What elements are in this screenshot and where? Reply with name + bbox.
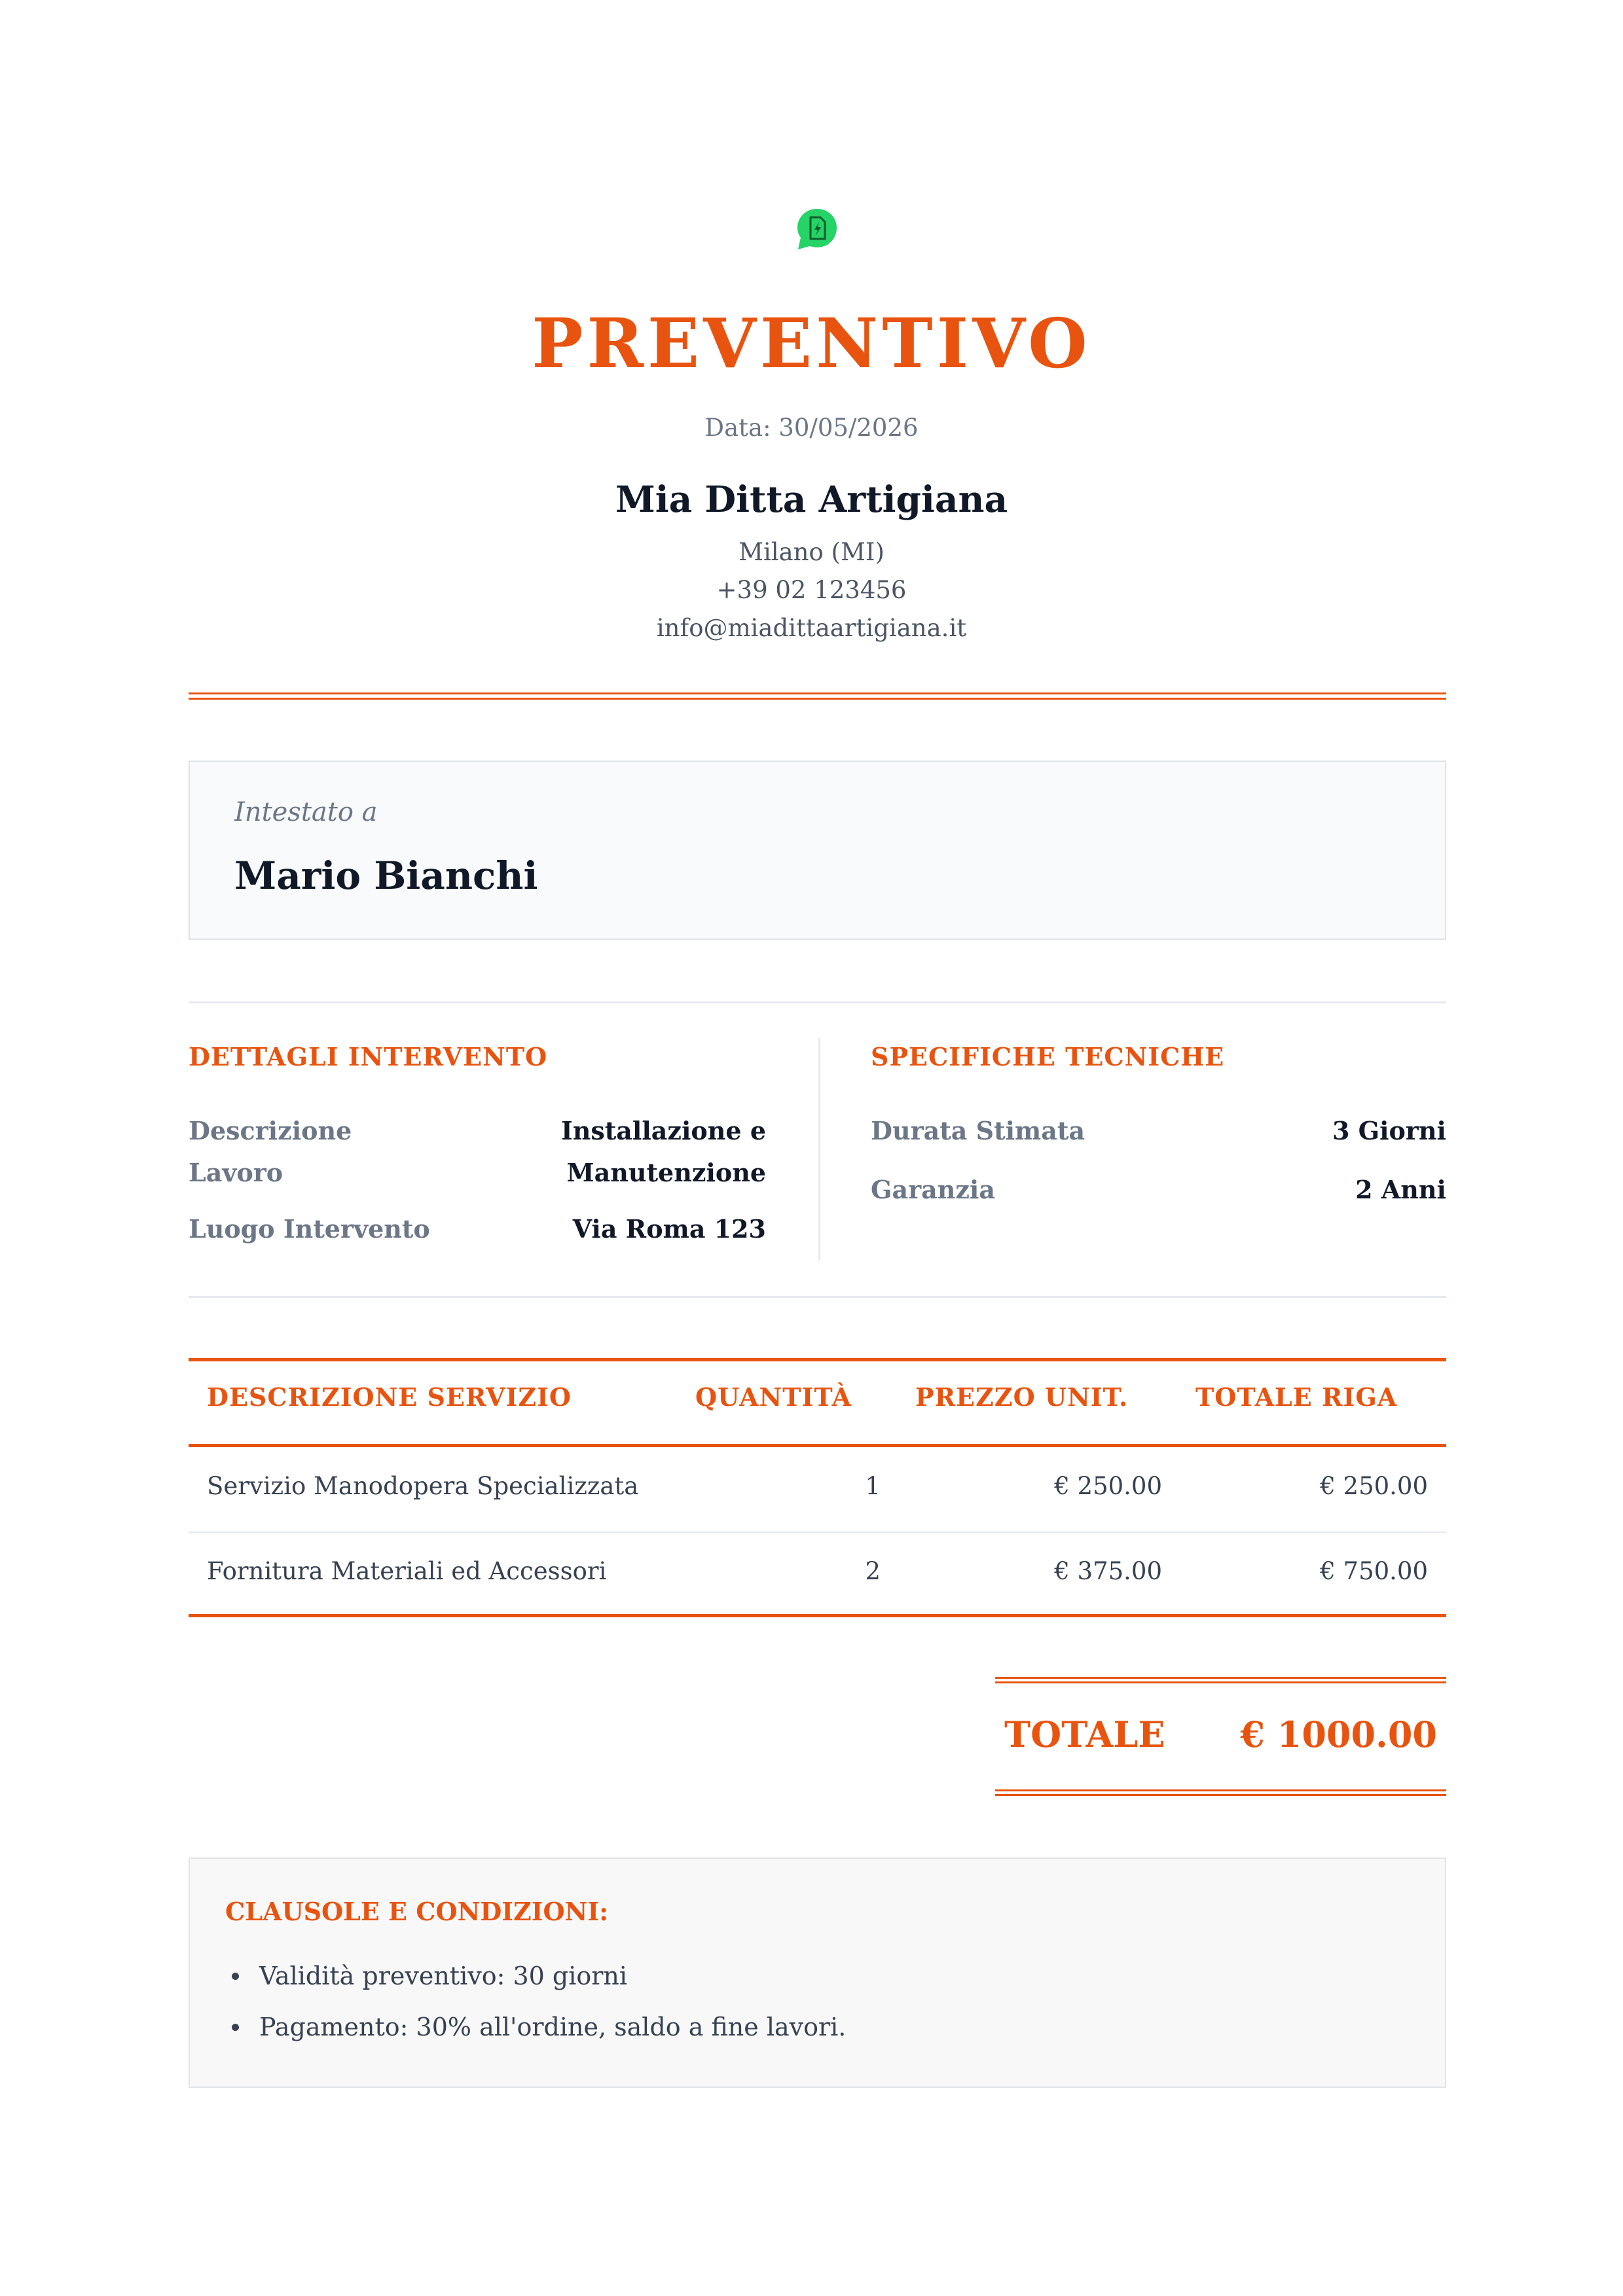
total-label: TOTALE <box>1004 1713 1165 1755</box>
row-description: Fornitura Materiali ed Accessori <box>207 1557 607 1585</box>
row-total: € 250.00 <box>1320 1472 1428 1500</box>
table-header-row-total: TOTALE RIGA <box>1195 1382 1398 1412</box>
company-email: info@miadittaartigiana.it <box>656 614 967 642</box>
row-description: Servizio Manodopera Specializzata <box>207 1472 639 1500</box>
company-name: Mia Ditta Artigiana <box>615 478 1008 520</box>
row-quantity: 2 <box>865 1557 881 1585</box>
company-city: Milano (MI) <box>739 538 884 566</box>
total-bottom-rule <box>995 1789 1446 1796</box>
billto-label: Intestato a <box>234 797 378 827</box>
company-phone: +39 02 123456 <box>716 576 907 604</box>
row-unit-price: € 375.00 <box>1054 1557 1162 1585</box>
total-top-rule <box>995 1677 1446 1683</box>
detail-value-description: Installazione e Manutenzione <box>560 1116 766 1187</box>
bullet-icon <box>232 1973 239 1980</box>
terms-title: CLAUSOLE E CONDIZIONI: <box>225 1897 609 1926</box>
header-divider <box>189 692 1446 700</box>
terms-item: Validità preventivo: 30 giorni <box>225 1950 846 2001</box>
row-total: € 750.00 <box>1320 1557 1428 1585</box>
bullet-icon <box>232 2024 239 2031</box>
terms-list <box>225 1950 846 2053</box>
section-divider <box>189 1001 1446 1003</box>
document-date: Data: 30/05/2026 <box>704 414 919 442</box>
client-name: Mario Bianchi <box>234 853 538 898</box>
table-header-rule <box>189 1444 1446 1447</box>
details-title: DETTAGLI INTERVENTO <box>189 1042 548 1071</box>
spec-value-warranty: 2 Anni <box>1355 1175 1446 1204</box>
section-divider <box>189 1296 1446 1298</box>
table-bottom-rule <box>189 1614 1446 1617</box>
terms-item: Pagamento: 30% all'ordine, saldo a fine lavori. <box>225 2001 846 2053</box>
table-header-description: DESCRIZIONE SERVIZIO <box>207 1382 572 1412</box>
spec-value-duration: 3 Giorni <box>1332 1116 1446 1145</box>
spec-label-duration: Durata Stimata <box>871 1116 1085 1145</box>
detail-value-location: Via Roma 123 <box>572 1214 766 1244</box>
detail-label-description: Descrizione Lavoro <box>189 1116 352 1187</box>
terms-box <box>189 1857 1446 2088</box>
document-title: PREVENTIVO <box>532 303 1091 384</box>
billto-box <box>189 761 1446 940</box>
row-unit-price: € 250.00 <box>1054 1472 1162 1500</box>
whatsapp-document-icon <box>794 206 840 253</box>
total-value: € 1000.00 <box>1240 1713 1437 1755</box>
table-header-unit-price: PREZZO UNIT. <box>915 1382 1129 1412</box>
detail-label-location: Luogo Intervento <box>189 1214 430 1244</box>
table-header-quantity: QUANTITÀ <box>695 1382 852 1412</box>
column-divider <box>818 1038 820 1261</box>
row-quantity: 1 <box>865 1472 881 1500</box>
specs-title: SPECIFICHE TECNICHE <box>871 1042 1225 1071</box>
table-row-divider <box>189 1532 1446 1533</box>
spec-label-warranty: Garanzia <box>871 1175 995 1204</box>
table-top-rule <box>189 1358 1446 1361</box>
